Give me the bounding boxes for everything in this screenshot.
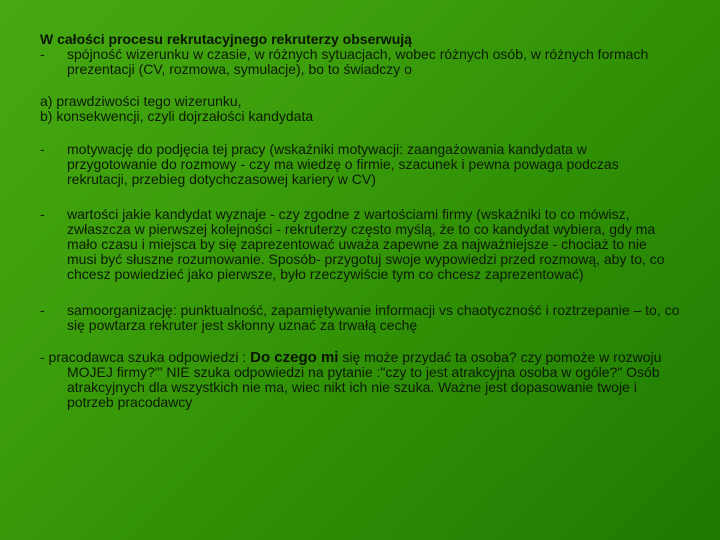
point-b: b) konsekwencji, czyli dojrzałości kandydata: [40, 108, 314, 124]
bullet-dash: -: [40, 141, 45, 157]
bullet-self-organization-text: samoorganizację: punktualność, zapamiętywanie informacji vs chaotyczność i roztrzepanie – to, co się powtarza rekruter jest skłonny uznać za trwałą cechę: [67, 302, 680, 333]
bullet-dash: -: [40, 302, 45, 318]
closing-text-before: - pracodawca szuka odpowiedzi :: [40, 349, 251, 365]
closing-highlight: Do czego mi: [250, 349, 339, 366]
closing-paragraph: [40, 350, 680, 410]
point-a: a) prawdziwości tego wizerunku,: [40, 93, 242, 109]
slide-content: [40, 32, 680, 410]
bullet-values: [40, 207, 680, 282]
intro-bullet-text: spójność wizerunku w czasie, w różnych sytuacjach, wobec różnych osób, w różnych formach prezentacji (CV, rozmowa, symulacje), bo to świadczy o: [67, 46, 649, 77]
bullet-dash: -: [40, 46, 45, 62]
bullet-motivation-text: motywację do podjęcia tej pracy (wskaźniki motywacji: zaangażowania kandydata w przygotowanie do rozmowy - czy ma wiedzę o firmie, szacunek i pewna powaga podczas rekrutacji, przebieg dotychczasowej kariery w CV): [67, 141, 619, 187]
intro-title: W całości procesu rekrutacyjnego rekruterzy obserwują: [40, 31, 412, 47]
closing-text-after: się może przydać ta osoba? czy pomoże w rozwoju MOJEJ firmy?"' NIE szuka odpowiedzi na pytanie :"czy to jest atrakcyjna osoba w ogóle?" Osób atrakcyjnych dla wszystkich nie ma, wiec nikt ich nie szuka. Ważne jest dopasowanie twoje i potrzeb pracodawcy: [67, 349, 662, 410]
intro-bullet: [40, 47, 680, 77]
bullet-values-text: wartości jakie kandydat wyznaje - czy zgodne z wartościami firmy (wskaźniki to co mówisz, zwłaszcza w pierwszej kolejności - rekruterzy często myślą, że to co kandydat wybiera, gdy ma mało czasu i miejsca by się zaprezentować uważa zapewne za najważniejsze - chociaż to nie musi być słuszne rozumowanie. Sposób- przygotuj swoje wypowiedzi przed rozmową, aby to, co chcesz powiedzieć jako pierwsze, było rzeczywiście tym co chcesz zaprezentować): [67, 206, 665, 282]
bullet-dash: -: [40, 206, 45, 222]
bullet-motivation: [40, 142, 680, 187]
bullet-self-organization: [40, 303, 680, 333]
